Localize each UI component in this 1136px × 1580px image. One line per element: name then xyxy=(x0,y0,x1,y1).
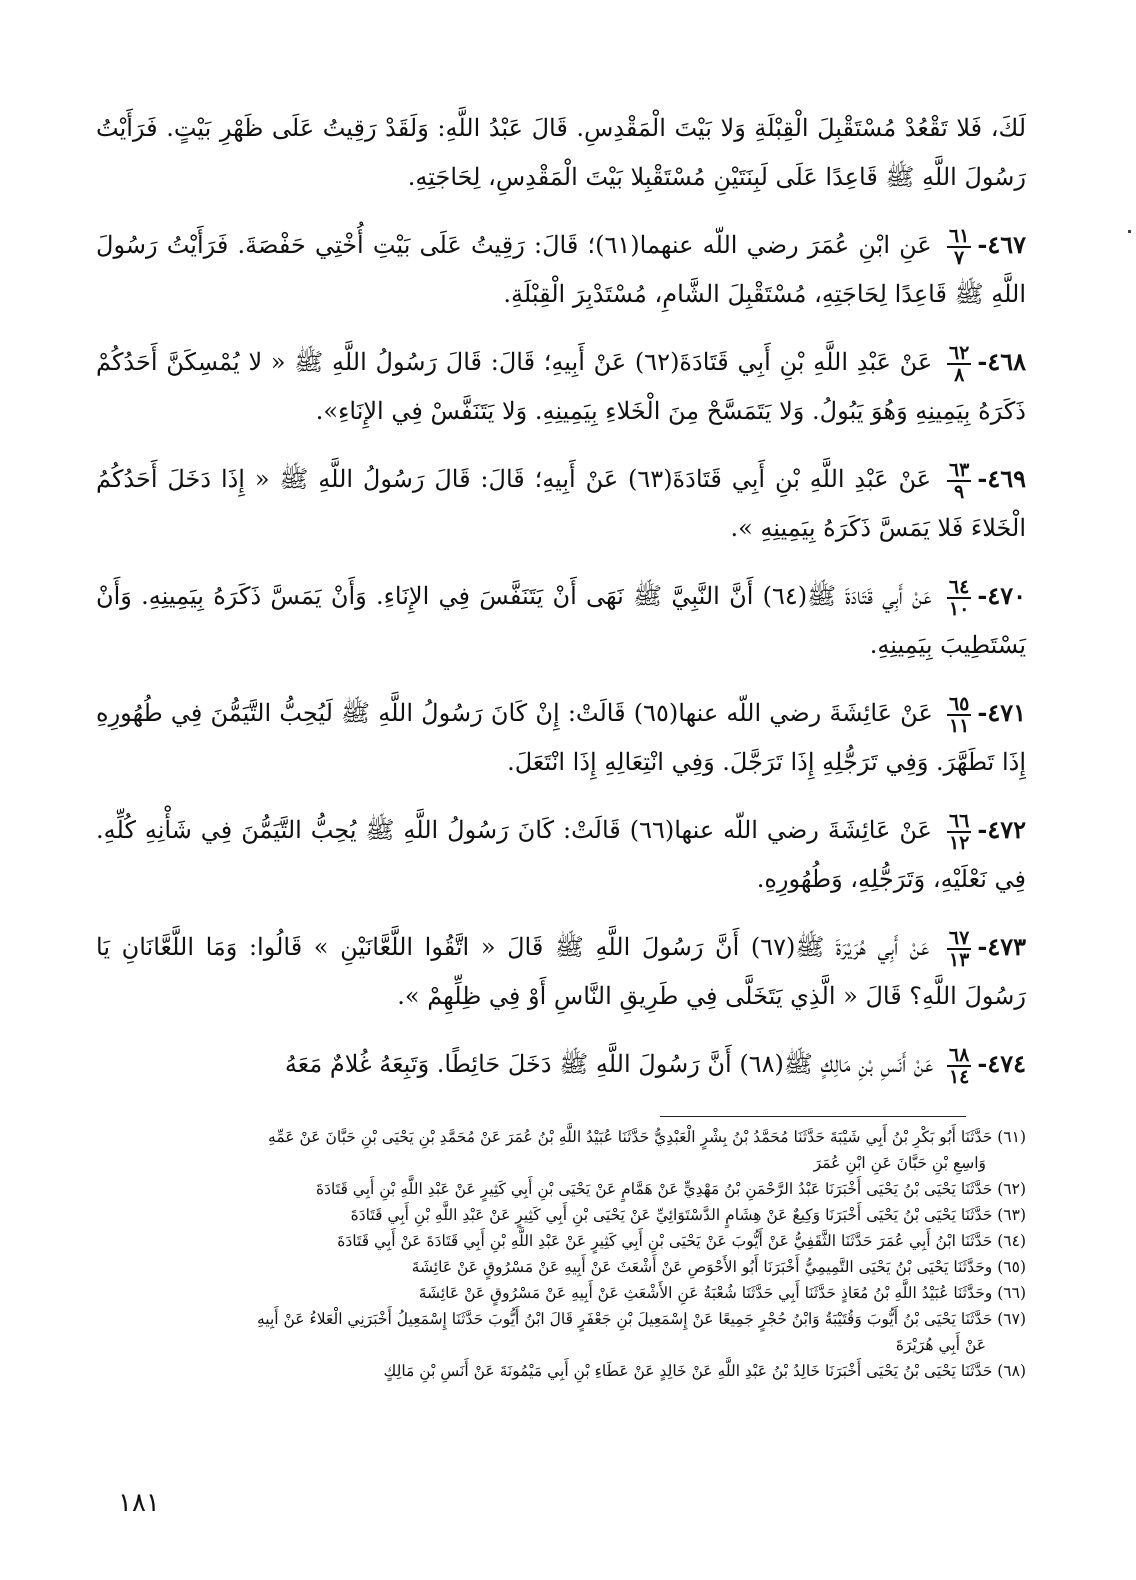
hadith-text: عَنْ أَنَسِ بْنِ مَالِكٍ ﷺ(٦٨) أَنَّ رَسُولَ اللَّهِ ﷺ دَخَلَ حَائِطًا. وَتَبِعَهُ غُلامٌ مَعَهُ xyxy=(284,1050,934,1078)
hadith-reference xyxy=(947,226,971,268)
reference-numerator: ٦٨ xyxy=(948,1043,970,1066)
reference-numerator: ٦٥ xyxy=(948,692,970,715)
reference-numerator: ٦٣ xyxy=(948,458,970,481)
hadith-text: عَنْ أَبِي هُرَيْرَةَ ﷺ(٦٧) أَنَّ رَسُولَ اللَّهِ ﷺ قَالَ « اتَّقُوا اللَّعَّانَيْنِ » قَالُوا: وَمَا اللَّعَّانَانِ يَا رَسُولَ اللَّهِ؟ قَالَ « الَّذِي يَتَخَلَّى فِي طَرِيقِ النَّاسِ أَوْ فِي ظِلِّهِمْ ». xyxy=(96,933,1026,1010)
reference-numerator: ٦٤ xyxy=(948,575,970,598)
reference-denominator: ١٠ xyxy=(948,597,970,620)
footnote-line: عَنْ أَبِي هُرَيْرَةَ xyxy=(895,1336,986,1354)
hadith-number: ٤٧٤- xyxy=(977,1049,1026,1078)
hadith-number: ٤٦٩- xyxy=(977,464,1026,493)
reference-denominator: ١١ xyxy=(948,714,970,737)
hadith-text: عَنْ عَائِشَةَ رضي اللّه عنها(٦٦) قَالَتْ: كَانَ رَسُولُ اللَّهِ ﷺ يُحِبُّ التَّيَمُّنَ فِي شَأْنِهِ كُلِّهِ. فِي نَعْلَيْهِ، وَتَرَجُّلِهِ، وَطُهُورِهِ. xyxy=(96,816,1026,893)
hadith-list xyxy=(96,220,1026,1089)
main-text xyxy=(96,104,1026,1107)
hadith-paragraph xyxy=(96,220,1026,319)
hadith-paragraph xyxy=(96,688,1026,787)
footnote-line: (٦٦) وحَدَّثَنَا عُبَيْدُ اللَّهِ بْنُ مُعَاذٍ حَدَّثَنَا أَبِي حَدَّثَنَا شُعْبَةُ عَنِ الأَشْعَثِ عَنْ أَبِيهِ عَنْ مَسْرُوقٍ عَنْ عَائِشَةَ xyxy=(418,1284,1026,1302)
hadith-reference xyxy=(947,694,971,736)
hadith-paragraph xyxy=(96,337,1026,436)
reference-numerator: ٦٢ xyxy=(948,341,970,364)
margin-mark xyxy=(1128,230,1131,233)
footnote-line: وَاسِعِ بْنِ حَبَّانَ عَنِ ابْنِ عُمَرَ xyxy=(813,1154,986,1172)
hadith-number: ٤٧١- xyxy=(977,698,1027,727)
hadith-paragraph xyxy=(96,805,1026,904)
hadith-text: عَنْ عَبْدِ اللَّهِ بْنِ أَبِي قَتَادَةَ(٦٣) عَنْ أَبِيهِ؛ قَالَ: قَالَ رَسُولُ اللَّهِ ﷺ « إِذَا دَخَلَ أَحَدُكُمُ الْخَلاءَ فَلا يَمَسَّ ذَكَرَهُ بِيَمِينِهِ ». xyxy=(96,465,1026,542)
reference-numerator: ٦١ xyxy=(948,224,970,247)
intro-paragraph: لَكَ، فَلا تَقْعُدْ مُسْتَقْبِلَ الْقِبْلَةِ وَلا بَيْتَ الْمَقْدِسِ. قَالَ عَبْدُ اللَّهِ: وَلَقَدْ رَقِيتُ عَلَى ظَهْرِ بَيْتٍ. فَرَأَيْتُ رَسُولَ اللَّهِ ﷺ قَاعِدًا عَلَى لَبِنَتَيْنِ مُسْتَقْبِلا بَيْتَ الْمَقْدِسِ، لِحَاجَتِهِ. xyxy=(96,114,1026,191)
footnote-divider xyxy=(660,1116,966,1117)
hadith-paragraph xyxy=(96,571,1026,670)
hadith-number: ٤٧٢- xyxy=(977,815,1027,844)
hadith-text: عَنْ أَبِي قَتَادَةَ ﷺ(٦٤) أَنَّ النَّبِيَّ ﷺ نَهَى أَنْ يَتَنَفَّسَ فِي الإِنَاءِ. وَأَنْ يَمَسَّ ذَكَرَهُ بِيَمِينِهِ. وَأَنْ يَسْتَطِيبَ بِيَمِينِهِ. xyxy=(96,582,1026,659)
footnote-line: (٦٢) حَدَّثَنَا يَحْيَى بْنُ يَحْيَى أَخْبَرَنَا عَبْدُ الرَّحْمَنِ بْنُ مَهْدِيٍّ عَنْ هَمَّامٍ عَنْ يَحْيَى بْنِ أَبِي كَثِيرٍ عَنْ عَبْدِ اللَّهِ بْنِ أَبِي قَتَادَةَ xyxy=(316,1180,1026,1198)
hadith-reference xyxy=(947,1045,971,1087)
hadith-paragraph xyxy=(96,454,1026,553)
hadith-reference xyxy=(947,460,971,502)
reference-denominator: ٨ xyxy=(954,363,965,386)
reference-denominator: ١٤ xyxy=(948,1065,970,1088)
hadith-number: ٤٦٧- xyxy=(977,230,1026,259)
reference-denominator: ٧ xyxy=(954,246,965,269)
reference-denominator: ١٣ xyxy=(948,948,970,971)
hadith-paragraph xyxy=(96,1039,1026,1089)
reference-denominator: ١٢ xyxy=(948,831,970,854)
hadith-text: عَنِ ابْنِ عُمَرَ رضي اللّه عنهما(٦١)؛ قَالَ: رَقِيتُ عَلَى بَيْتِ أُخْتِي حَفْصَةَ. فَرَأَيْتُ رَسُولَ اللَّهِ ﷺ قَاعِدًا لِحَاجَتِهِ، مُسْتَقْبِلَ الشَّامِ، مُسْتَدْبِرَ الْقِبْلَةِ. xyxy=(96,231,1026,308)
footnote-line: (٦٨) حَدَّثَنَا يَحْيَى بْنُ يَحْيَى أَخْبَرَنَا خَالِدُ بْنُ عَبْدِ اللَّهِ عَنْ خَالِدٍ عَنْ عَطَاءِ بْنِ أَبِي مَيْمُونَةَ عَنْ أَنَسِ بْنِ مَالِكٍ xyxy=(383,1362,1026,1380)
hadith-text: عَنْ عَبْدِ اللَّهِ بْنِ أَبِي قَتَادَةَ(٦٢) عَنْ أَبِيهِ؛ قَالَ: قَالَ رَسُولُ اللَّهِ ﷺ « لا يُمْسِكَنَّ أَحَدُكُمْ ذَكَرَهُ بِيَمِينِهِ وَهُوَ يَبُولُ. وَلا يَتَمَسَّحْ مِنَ الْخَلاءِ بِيَمِينِهِ. وَلا يَتَنَفَّسْ فِي الإِنَاءِ». xyxy=(96,348,1026,425)
hadith-number: ٤٧٣- xyxy=(977,932,1026,961)
footnote-line: (٦٤) حَدَّثَنَا ابْنُ أَبِي عُمَرَ حَدَّثَنَا الثَّقَفِيُّ عَنْ أَيُّوبَ عَنْ يَحْيَى بْنِ أَبِي كَثِيرٍ عَنْ عَبْدِ اللَّهِ بْنِ أَبِي قَتَادَةَ عَنْ أَبِي قَتَادَةَ xyxy=(337,1232,1026,1250)
hadith-text: عَنْ عَائِشَةَ رضي اللّه عنها(٦٥) قَالَتْ: إِنْ كَانَ رَسُولُ اللَّهِ ﷺ لَيُحِبُّ التَّيَمُّنَ فِي طُهُورِهِ إِذَا تَطَهَّرَ. وَفِي تَرَجُّلِهِ إِذَا تَرَجَّلَ. وَفِي انْتِعَالِهِ إِذَا انْتَعَلَ. xyxy=(96,699,1026,776)
hadith-number: ٤٧٠- xyxy=(977,581,1026,610)
footnote-line: (٦٧) حَدَّثَنَا يَحْيَى بْنُ أَيُّوبَ وَقُتَيْبَةُ وَابْنُ حُجْرٍ جَمِيعًا عَنْ إِسْمَعِيلَ بْنِ جَعْفَرٍ قَالَ ابْنُ أَيُّوبَ حَدَّثَنَا إِسْمَعِيلُ أَخْبَرَنِي الْعَلاءُ عَنْ أَبِيهِ xyxy=(256,1310,1026,1328)
hadith-reference xyxy=(947,928,971,970)
hadith-reference xyxy=(947,577,971,619)
reference-denominator: ٩ xyxy=(954,480,965,503)
footnote-line: (٦٣) حَدَّثَنَا يَحْيَى بْنُ يَحْيَى أَخْبَرَنَا وَكِيعٌ عَنْ هِشَامٍ الدَّسْتَوَائِيِّ عَنْ يَحْيَى بْنِ أَبِي كَثِيرٍ عَنْ عَبْدِ اللَّهِ بْنِ أَبِي قَتَادَةَ xyxy=(350,1206,1026,1224)
hadith-reference xyxy=(947,811,971,853)
footnote-line: (٦١) حَدَّثَنَا أَبُو بَكْرِ بْنُ أَبِي شَيْبَةَ حَدَّثَنَا مُحَمَّدُ بْنُ بِشْرٍ الْعَبْدِيُّ حَدَّثَنَا عُبَيْدُ اللَّهِ بْنُ عُمَرَ عَنْ مُحَمَّدِ بْنِ يَحْيَى بْنِ حَبَّانَ عَنْ عَمِّهِ xyxy=(268,1128,1026,1146)
reference-numerator: ٦٧ xyxy=(948,926,970,949)
hadith-number: ٤٦٨- xyxy=(977,347,1027,376)
page-number: ١٨١ xyxy=(118,1488,160,1518)
footnote-line: (٦٥) وحَدَّثَنَا يَحْيَى بْنُ يَحْيَى التَّمِيمِيُّ أَخْبَرَنَا أَبُو الأَحْوَصِ عَنْ أَشْعَثَ عَنْ أَبِيهِ عَنْ مَسْرُوقٍ عَنْ عَائِشَةَ xyxy=(411,1258,1026,1276)
hadith-reference xyxy=(947,343,971,385)
hadith-paragraph xyxy=(96,922,1026,1021)
footnotes xyxy=(96,1124,1026,1384)
reference-numerator: ٦٦ xyxy=(948,809,970,832)
